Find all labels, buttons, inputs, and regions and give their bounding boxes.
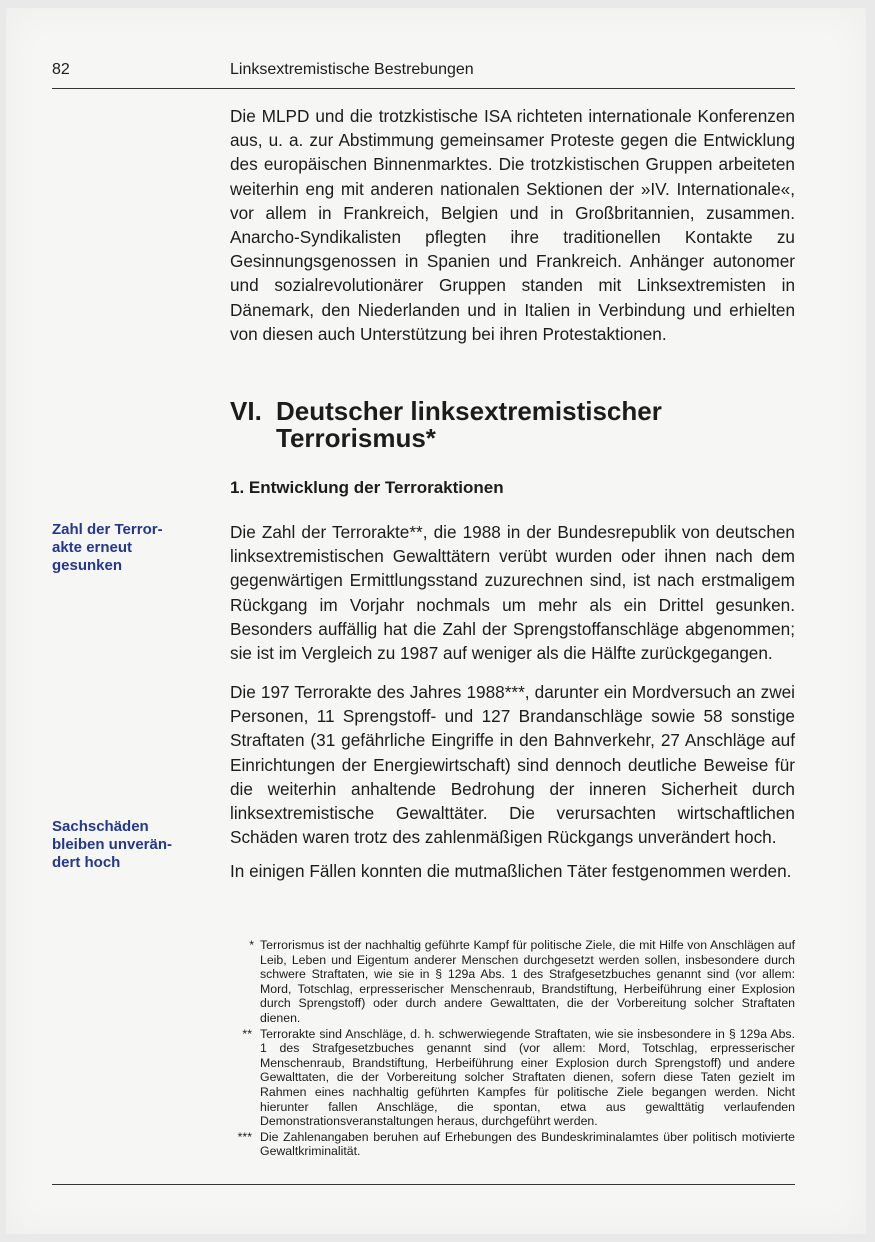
margin-note-terror-count: Zahl der Terror- akte erneut gesunken <box>52 521 163 574</box>
running-header-title: Linksextremistische Bestrebungen <box>230 61 474 78</box>
subsection-heading: 1. Entwicklung der Terroraktionen <box>230 478 504 497</box>
footnote <box>230 938 795 1026</box>
footnote <box>230 1027 795 1129</box>
paragraph-terror-details: Die 197 Terrorakte des Jahres 1988***, darunter ein Mordversuch an zwei Personen, 11 Sprengstoff- und 127 Brandanschläge sowie 58 sonstige Straftaten (31 gefährliche Eingriffe in den Bahnverkehr, 27 Anschläge auf Einrichtungen der Energiewirtschaft) sind dennoch deutliche Beweise für die weiterhin anhaltende Bedrohung der inneren Sicherheit durch linksextremistische Gewalttäter. Die verursachten wirtschaftlichen Schäden waren trotz des zahlenmäßigen Rückgangs unverändert hoch. <box>230 682 795 848</box>
footnote-marker: *** <box>237 1129 252 1144</box>
footnote-marker: * <box>249 938 254 952</box>
footnote-text: Die Zahlenangaben beruhen auf Erhebungen des Bundeskriminalamtes über politisch motivierte Gewaltkriminalität. <box>260 1129 795 1159</box>
section-heading <box>230 398 662 452</box>
section-title-line1: Deutscher linksextremistischer <box>276 396 662 426</box>
page-number: 82 <box>52 61 70 78</box>
header-divider <box>52 88 795 89</box>
footnotes <box>230 938 795 1160</box>
margin-note-damages: Sachschäden bleiben unverän- dert hoch <box>52 818 173 871</box>
section-number: VI. <box>230 396 262 426</box>
footnote-marker: ** <box>242 1026 252 1041</box>
footnote <box>230 1130 795 1159</box>
paragraph-terror-count: Die Zahl der Terrorakte**, die 1988 in der Bundesrepublik von deutschen linksextremistischen Gewalttätern verübt wurden oder ihnen nach dem gegenwärtigen Ermittlungsstand zuzurechnen sind, ist nach erstmaligem Rückgang im Vorjahr nochmals um mehr als ein Drittel gesunken. Besonders auffällig hat die Zahl der Sprengstoffanschläge abgenommen; sie ist im Vergleich zu 1987 auf weniger als die Hälfte zurückgegangen. <box>230 522 795 664</box>
footnote-text: Terrorismus ist der nachhaltig geführte Kampf für politische Ziele, die mit Hilfe von Anschlägen auf Leib, Leben und Eigentum anderer Menschen durchgesetzt werden sollen, insbesondere durch schwere Straftaten, wie sie in § 129a Abs. 1 des Strafgesetzbuches genannt sind (vor allem: Mord, Totschlag, erpresserischer Menschenraub, Brandstiftung, Herbeiführung einer Explosion durch Sprengstoff) oder durch andere Gewalttaten, die der Vorbereitung solcher Straftaten dienen. <box>260 938 795 1025</box>
section-title-line2: Terrorismus* <box>276 423 436 453</box>
paragraph-suspects: In einigen Fällen konnten die mutmaßlichen Täter festgenommen werden. <box>230 861 792 881</box>
paragraph-international-contacts: Die MLPD und die trotzkistische ISA richteten internationale Konferenzen aus, u. a. zur Abstimmung gemeinsamer Proteste gegen die Entwicklung des europäischen Binnenmarktes. Die trotzkistischen Gruppen arbeiteten weiterhin eng mit anderen nationalen Sektionen der »IV. Internationale«, vor allem in Frankreich, Belgien und in Großbritannien, zusammen. Anarcho-Syndikalisten pflegten ihre traditionellen Kontakte zu Gesinnungsgenossen in Spanien und Frankreich. Anhänger autonomer und sozialrevolutionärer Gruppen standen mit Linksextremisten in Dänemark, den Niederlanden und in Italien in Verbindung und erhielten von diesen auch Unterstützung bei ihren Protestaktionen. <box>230 106 795 344</box>
footer-divider <box>52 1184 795 1185</box>
footnote-text: Terrorakte sind Anschläge, d. h. schwerwiegende Straftaten, wie sie insbesondere in § 129a Abs. 1 des Strafgesetzbuches genannt sind (vor allem: Mord, Totschlag, erpresserischer Menschenraub, Brandstiftung, Herbeiführung einer Explosion durch Sprengstoff) und andere Gewalttaten, die der Vorbereitung solcher Straftaten dienen, sofern diese Taten gezielt im Rahmen eines nachhaltig geführten Kampfes für politische Ziele begangen werden. Nicht hierunter fallen Anschläge, die spontan, etwa aus gewalttätig verlaufenden Demonstrationsveranstaltungen heraus, durchgeführt werden. <box>260 1026 795 1129</box>
